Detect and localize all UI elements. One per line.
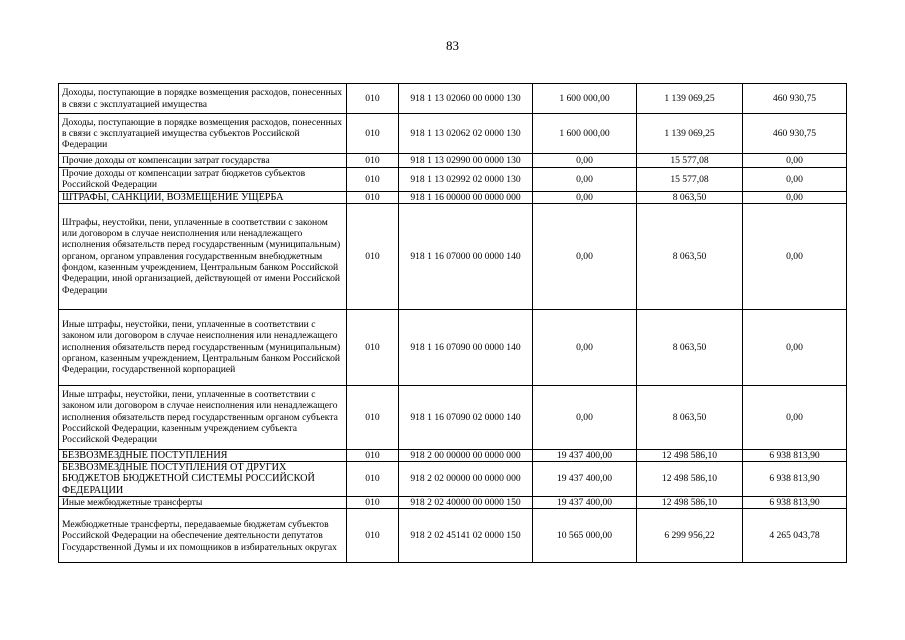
row-line-code-cell: 010: [347, 114, 399, 154]
row-approved-amount-cell: 19 437 400,00: [533, 462, 637, 497]
row-executed-amount-cell: 12 498 586,10: [637, 497, 743, 509]
row-executed-amount-cell: 1 139 069,25: [637, 84, 743, 114]
row-line-code-cell: 010: [347, 462, 399, 497]
row-budget-code-cell: 918 2 02 00000 00 0000 000: [399, 462, 533, 497]
row-executed-amount-cell: 15 577,08: [637, 154, 743, 168]
row-executed-amount-cell: 8 063,50: [637, 203, 743, 309]
row-line-code-cell: 010: [347, 509, 399, 563]
row-approved-amount-cell: 0,00: [533, 203, 637, 309]
row-name-cell: Штрафы, неустойки, пени, уплаченные в соответствии с законом или договором в случае неисполнения или ненадлежащего исполнения обязательств перед государственным (муниципальным) органом, органом управления государственным внебюджетным фондом, казенным учреждением, Центральным банком Российской Федерации, иной организацией, действующей от имени Российской Федерации: [59, 203, 347, 309]
row-unexecuted-amount-cell: 0,00: [743, 191, 847, 203]
table-row: [59, 203, 847, 309]
row-name-cell: Доходы, поступающие в порядке возмещения расходов, понесенных в связи с эксплуатацией имущества субъектов Российской Федерации: [59, 114, 347, 154]
row-approved-amount-cell: 19 437 400,00: [533, 449, 637, 461]
row-executed-amount-cell: 12 498 586,10: [637, 462, 743, 497]
table-row: [59, 191, 847, 203]
row-approved-amount-cell: 10 565 000,00: [533, 509, 637, 563]
report-table-body: [59, 84, 847, 563]
row-name-cell: Иные штрафы, неустойки, пени, уплаченные в соответствии с законом или договором в случае неисполнения или ненадлежащего исполнения обязательств перед государственным органом субъекта Российской Федерации, казенным учреждением субъекта Российской Федерации: [59, 385, 347, 449]
income-report-table: [58, 83, 847, 563]
row-executed-amount-cell: 8 063,50: [637, 191, 743, 203]
row-line-code-cell: 010: [347, 309, 399, 385]
row-name-cell: Иные штрафы, неустойки, пени, уплаченные в соответствии с законом или договором в случае неисполнения или ненадлежащего исполнения обязательств перед государственным (муниципальным) органом, казенным учреждением, Центральным банком Российской Федерации, государственной корпорацией: [59, 309, 347, 385]
row-executed-amount-cell: 8 063,50: [637, 385, 743, 449]
row-name-cell: Межбюджетные трансферты, передаваемые бюджетам субъектов Российской Федерации на обеспечение деятельности депутатов Государственной Думы и их помощников в избирательных округах: [59, 509, 347, 563]
row-line-code-cell: 010: [347, 449, 399, 461]
row-line-code-cell: 010: [347, 385, 399, 449]
row-unexecuted-amount-cell: 6 938 813,90: [743, 449, 847, 461]
row-approved-amount-cell: 0,00: [533, 168, 637, 192]
row-executed-amount-cell: 15 577,08: [637, 168, 743, 192]
row-approved-amount-cell: 1 600 000,00: [533, 114, 637, 154]
row-line-code-cell: 010: [347, 191, 399, 203]
row-unexecuted-amount-cell: 0,00: [743, 309, 847, 385]
row-budget-code-cell: 918 1 16 07090 00 0000 140: [399, 309, 533, 385]
row-budget-code-cell: 918 2 00 00000 00 0000 000: [399, 449, 533, 461]
row-budget-code-cell: 918 1 16 00000 00 0000 000: [399, 191, 533, 203]
row-line-code-cell: 010: [347, 203, 399, 309]
row-budget-code-cell: 918 1 16 07090 02 0000 140: [399, 385, 533, 449]
row-name-cell: БЕЗВОЗМЕЗДНЫЕ ПОСТУПЛЕНИЯ: [59, 449, 347, 461]
table-row: [59, 385, 847, 449]
row-budget-code-cell: 918 1 13 02992 02 0000 130: [399, 168, 533, 192]
row-budget-code-cell: 918 1 13 02062 02 0000 130: [399, 114, 533, 154]
row-approved-amount-cell: 0,00: [533, 191, 637, 203]
row-unexecuted-amount-cell: 6 938 813,90: [743, 497, 847, 509]
row-approved-amount-cell: 1 600 000,00: [533, 84, 637, 114]
row-name-cell: Прочие доходы от компенсации затрат государства: [59, 154, 347, 168]
row-unexecuted-amount-cell: 0,00: [743, 154, 847, 168]
page-number: 83: [446, 38, 459, 53]
table-row: [59, 114, 847, 154]
row-budget-code-cell: 918 1 13 02060 00 0000 130: [399, 84, 533, 114]
row-approved-amount-cell: 0,00: [533, 309, 637, 385]
table-row: [59, 509, 847, 563]
row-name-cell: ШТРАФЫ, САНКЦИИ, ВОЗМЕЩЕНИЕ УЩЕРБА: [59, 191, 347, 203]
row-name-cell: Иные межбюджетные трансферты: [59, 497, 347, 509]
row-unexecuted-amount-cell: 0,00: [743, 385, 847, 449]
table-row: [59, 168, 847, 192]
row-unexecuted-amount-cell: 6 938 813,90: [743, 462, 847, 497]
table-row: [59, 309, 847, 385]
row-name-cell: Доходы, поступающие в порядке возмещения расходов, понесенных в связи с эксплуатацией имущества: [59, 84, 347, 114]
table-row: [59, 449, 847, 461]
table-row: [59, 154, 847, 168]
row-unexecuted-amount-cell: 460 930,75: [743, 114, 847, 154]
row-line-code-cell: 010: [347, 168, 399, 192]
row-unexecuted-amount-cell: 0,00: [743, 168, 847, 192]
table-row: [59, 497, 847, 509]
row-executed-amount-cell: 12 498 586,10: [637, 449, 743, 461]
row-line-code-cell: 010: [347, 497, 399, 509]
row-executed-amount-cell: 1 139 069,25: [637, 114, 743, 154]
row-line-code-cell: 010: [347, 154, 399, 168]
table-row: [59, 462, 847, 497]
row-name-cell: Прочие доходы от компенсации затрат бюджетов субъектов Российской Федерации: [59, 168, 347, 192]
row-executed-amount-cell: 8 063,50: [637, 309, 743, 385]
row-unexecuted-amount-cell: 460 930,75: [743, 84, 847, 114]
row-budget-code-cell: 918 1 13 02990 00 0000 130: [399, 154, 533, 168]
row-approved-amount-cell: 0,00: [533, 385, 637, 449]
row-budget-code-cell: 918 2 02 45141 02 0000 150: [399, 509, 533, 563]
row-approved-amount-cell: 0,00: [533, 154, 637, 168]
table-row: [59, 84, 847, 114]
row-budget-code-cell: 918 1 16 07000 00 0000 140: [399, 203, 533, 309]
row-approved-amount-cell: 19 437 400,00: [533, 497, 637, 509]
row-unexecuted-amount-cell: 4 265 043,78: [743, 509, 847, 563]
row-line-code-cell: 010: [347, 84, 399, 114]
row-budget-code-cell: 918 2 02 40000 00 0000 150: [399, 497, 533, 509]
row-unexecuted-amount-cell: 0,00: [743, 203, 847, 309]
row-name-cell: БЕЗВОЗМЕЗДНЫЕ ПОСТУПЛЕНИЯ ОТ ДРУГИХ БЮДЖЕТОВ БЮДЖЕТНОЙ СИСТЕМЫ РОССИЙСКОЙ ФЕДЕРАЦИИ: [59, 462, 347, 497]
row-executed-amount-cell: 6 299 956,22: [637, 509, 743, 563]
